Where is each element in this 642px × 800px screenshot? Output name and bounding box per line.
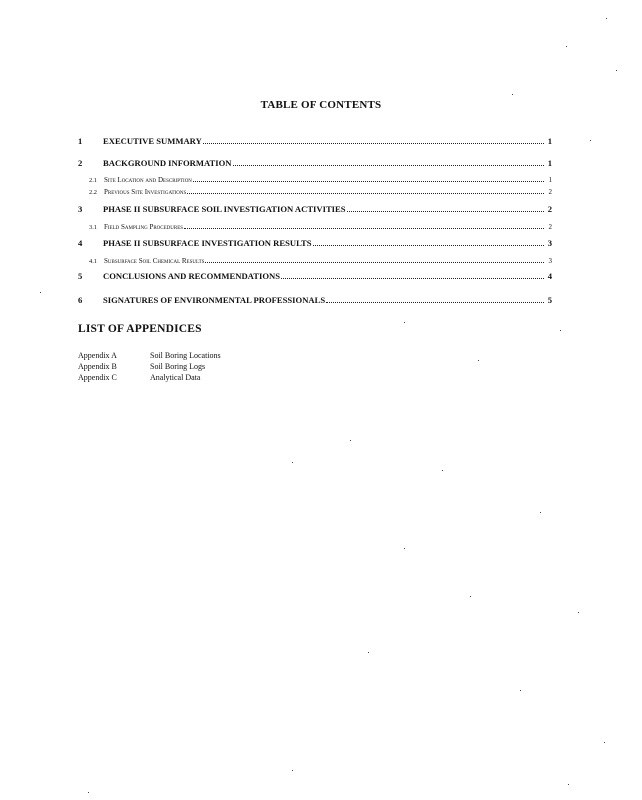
appendix-row-a	[78, 351, 221, 362]
scan-speck	[566, 46, 567, 47]
appendix-row-c	[78, 373, 200, 384]
toc-entry-label: Site Location and Description	[104, 176, 192, 184]
dot-leader	[184, 227, 544, 229]
appendices-title: LIST OF APPENDICES	[78, 323, 202, 335]
toc-entry-number: 2.2	[89, 189, 97, 196]
toc-entry-6	[78, 293, 552, 305]
toc-entry-3-1	[78, 219, 552, 231]
scan-speck	[590, 140, 591, 141]
toc-entry-label: PHASE II SUBSURFACE INVESTIGATION RESULTS	[103, 238, 312, 248]
toc-entry-number: 1	[78, 136, 83, 146]
toc-entry-page: 2	[548, 188, 552, 196]
scan-speck	[616, 70, 617, 71]
dot-leader	[187, 192, 544, 194]
toc-entry-page: 1	[547, 158, 552, 168]
scan-speck	[520, 690, 521, 691]
scan-speck	[350, 440, 351, 441]
toc-entry-4-1	[78, 253, 552, 265]
toc-title: TABLE OF CONTENTS	[260, 99, 382, 111]
toc-entry-page: 2	[548, 223, 552, 231]
toc-entry-page: 4	[547, 271, 552, 281]
toc-entry-page: 1	[547, 136, 552, 146]
scan-speck	[604, 742, 605, 743]
toc-entry-2	[78, 156, 552, 168]
scan-speck	[404, 548, 405, 549]
toc-entry-number: 6	[78, 295, 83, 305]
toc-entry-number: 2.1	[89, 177, 97, 184]
toc-entry-label: PHASE II SUBSURFACE SOIL INVESTIGATION ACTIVITIES	[103, 204, 346, 214]
scan-speck	[512, 94, 513, 95]
toc-entry-2-1	[78, 172, 552, 184]
toc-entry-label: EXECUTIVE SUMMARY	[103, 136, 202, 146]
dot-leader	[193, 180, 544, 182]
scan-speck	[442, 470, 443, 471]
scan-speck	[578, 612, 579, 613]
scan-speck	[470, 596, 471, 597]
dot-leader	[326, 301, 544, 303]
dot-leader	[313, 244, 544, 246]
scan-speck	[368, 652, 369, 653]
toc-entry-2-2	[78, 184, 552, 196]
dot-leader	[281, 277, 544, 279]
scan-speck	[568, 784, 569, 785]
scan-speck	[40, 292, 41, 293]
toc-entry-page: 2	[547, 204, 552, 214]
appendix-label: Soil Boring Logs	[150, 362, 206, 371]
scan-speck	[560, 330, 561, 331]
scan-speck	[478, 360, 479, 361]
toc-entry-number: 5	[78, 271, 83, 281]
toc-entry-number: 3	[78, 204, 83, 214]
scan-speck	[88, 792, 89, 793]
dot-leader	[347, 210, 544, 212]
toc-entry-label: Subsurface Soil Chemical Results	[104, 257, 205, 265]
toc-entry-4	[78, 236, 552, 248]
toc-entry-1	[78, 134, 552, 146]
appendix-label: Analytical Data	[150, 373, 201, 382]
toc-entry-number: 4	[78, 238, 83, 248]
appendix-id: Appendix B	[78, 362, 117, 371]
toc-entry-page: 1	[548, 176, 552, 184]
toc-entry-label: SIGNATURES OF ENVIRONMENTAL PROFESSIONALS	[103, 295, 326, 305]
toc-entry-label: BACKGROUND INFORMATION	[103, 158, 232, 168]
toc-entry-number: 4.1	[89, 258, 97, 265]
toc-entry-number: 2	[78, 158, 83, 168]
toc-entry-label: Previous Site Investigations	[104, 188, 187, 196]
toc-entry-page: 3	[547, 238, 552, 248]
toc-entry-5	[78, 269, 552, 281]
appendix-label: Soil Boring Locations	[150, 351, 221, 360]
appendix-id: Appendix C	[78, 373, 117, 382]
toc-entry-number: 3.1	[89, 224, 97, 231]
dot-leader	[233, 164, 544, 166]
scan-speck	[292, 462, 293, 463]
toc-entry-3	[78, 202, 552, 214]
scan-speck	[540, 512, 541, 513]
appendix-id: Appendix A	[78, 351, 117, 360]
dot-leader	[203, 142, 544, 144]
appendix-row-b	[78, 362, 205, 373]
scan-speck	[606, 18, 607, 19]
scan-speck	[292, 770, 293, 771]
scan-speck	[404, 322, 405, 323]
toc-entry-page: 3	[548, 257, 552, 265]
toc-entry-page: 5	[547, 295, 552, 305]
dot-leader	[205, 261, 544, 263]
toc-entry-label: CONCLUSIONS AND RECOMMENDATIONS	[103, 271, 280, 281]
toc-entry-label: Field Sampling Procedures	[104, 223, 184, 231]
